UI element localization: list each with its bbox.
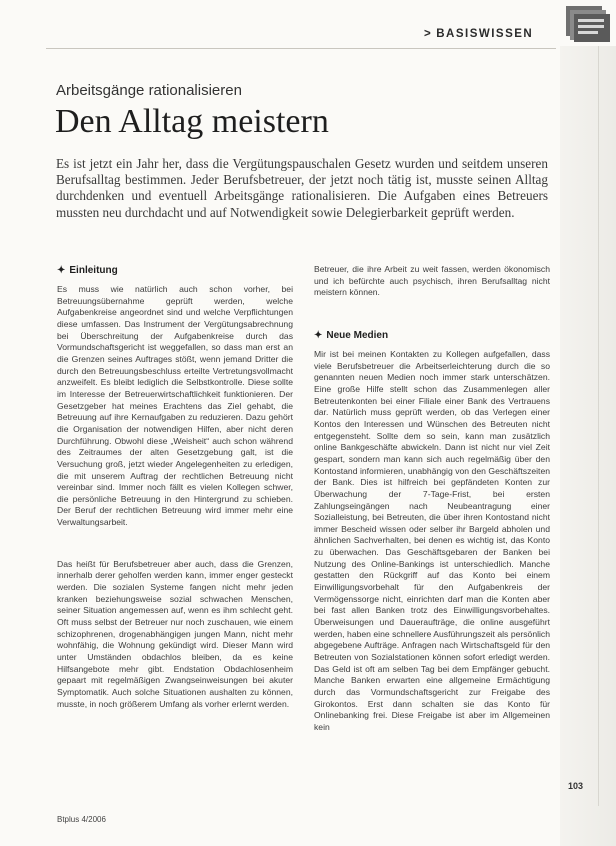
heading-neue-medien [314,329,550,343]
article-kicker: Arbeitsgänge rationalisieren [56,82,242,99]
document-stack-icon [560,2,614,46]
page-number: 103 [568,781,584,791]
header-rule [46,48,556,49]
page-edge-shadow [560,46,616,846]
section-marker-icon: ✦ [314,329,323,341]
paragraph-gap [57,529,293,559]
paragraph-gap [314,299,550,329]
paragraph: Betreuer, die ihre Arbeit zu weit fassen, werden ökonomisch und ich befürchte auch psychisch, ihren Berufsalltag nicht meistern können. [314,264,550,298]
right-column [314,264,550,734]
section-arrow: > [424,28,433,40]
section-marker-icon: ✦ [57,265,66,276]
page-edge-rule [598,46,599,806]
section-label: BASISWISSEN [436,28,534,40]
paragraph: Das heißt für Berufsbetreuer aber auch, dass die Grenzen, innerhalb derer geholfen werden kann, immer enger gesteckt werden. Die sozialen Systeme fangen nicht mehr jeden kranken beziehungsweise sozial schwachen Menschen, seiner Situation angemessen auf, wenn es ihm schlecht geht. Oft muss selbst der Betreuer nur noch zuschauen, wie einem schizophrenen, drogenabhängigen jungen Mann, nicht mehr wohnfähig, die Wohnung gekündigt wird. Dieser Mann wird unter Umständen obdachlos bleiben, da es keine Hilfsangebote mehr gibt. Endstation Obdachlosenheim gepaart mit regelmäßigen Zwangseinweisungen bei akuter Symptomatik. Auch solche Situationen aushalten zu können, musste, in noch größerem Umfang als vorher erlernt werden. [57,558,293,709]
paragraph: Es muss wie natürlich auch schon vorher, bei Betreuungsübernahme geprüft werden, welche Aufgabenkreise angeordnet sind und welche Verpflichtungen diese umfassen. Das Instrument der Vergütungsabrechnung bei Überschreitung der Aufgabenkreise durch das Vormundschaftsgericht ist weggefallen, so dass man erst an die Grenzen seines Auftrages stößt, wenn jemand Dritter die durch den Betreuungsbeschluss erteilte Vertretungsvollmacht anzweifelt. Es bleibt lediglich die Selbstkontrolle. Diese sollte im Interesse der Betreuerwirtschaftlichkeit funktionieren. Der Gesetzgeber hat meines Erachtens das Ziel gehabt, die Betreuung auf ihre Kernaufgaben zu reduzieren. Dazu gehört die Organisation der notwendigen Hilfen, aber nicht deren Durchführung. Obwohl diese „Weisheit“ auch schon während des Zeitraumes der alten Gesetzgebung galt, ist die Versuchung groß, jetzt wieder Angelegenheiten zu erledigen, die mit unserem Auftrag der rechtlichen Betreuung nicht vereinbar sind. Immer noch fällt es vielen Kollegen schwer, die persönliche Betreuung in den Hintergrund zu schieben. Der Beruf der rechtlichen Betreuung wird immer mehr eine Verwaltungsarbeit. [57,284,293,528]
heading-einleitung [57,264,293,278]
left-column [57,264,293,710]
section-tag [424,24,554,44]
article-lead: Es ist jetzt ein Jahr her, dass die Vergütungspauschalen Gesetz wurden und seitdem unseren Berufsalltag bestimmen. Jeder Berufsbetreuer, der jetzt noch tätig ist, musste seinen Alltag durchdenken und eventuell Arbeitsgänge rationalisieren. Die Aufgaben eines Betreuers mussten neu durchdacht und auf Notwendigkeit sowie Delegierbarkeit geprüft werden. [56,156,548,220]
journal-footer: Btplus 4/2006 [57,815,106,824]
heading-neue-medien-text: Neue Medien [326,329,389,341]
heading-einleitung-text: Einleitung [69,265,118,276]
paragraph: Mir ist bei meinen Kontakten zu Kollegen aufgefallen, dass viele Berufsbetreuer die Arbeitserleichterung durch die so genannten neuen Medien noch immer stark unterschätzen. Eine große Hilfe stellt schon das Zusammenlegen aller Betreutenkonten bei einer Filiale einer Bank des Vertrauens dar. Natürlich muss geprüft werden, ob das Verlegen einer Kontos den Interessen und Wünschen des Betreuten nicht entgegensteht. Sollte dem so sein, kann man zusätzlich online Bankgeschäfte abwickeln. Dann ist nicht nur viel Zeit gespart, sondern man kann sich auch regelmäßig über den Kontostand informieren, unabhängig von den Geschäftszeiten der Bank. Dies ist hilfreich bei gepfändeten Konten zur Überwachung der 7-Tage-Frist, bei ersten Zahlungseingängen nach Neubeantragung einer Sozialleistung, bei Betreuten, die über ihren Kontostand nicht immer Bescheid wissen oder selber ihr Bargeld abholen und ähnlichen Sachverhalten, bei denen es wichtig ist, das Konto zu überwachen. Das Geschäftsgebaren der Banken bei Nutzung des Online-Bankings ist unterschiedlich. Manche gestatten den Rückgriff auf das Konto bei einem Einwilligungsvorbehalt für den Aufgabenkreis der Vermögenssorge nicht, einrichten darf man die Konten aber bei fast allen Banken trotz des Einwilligungsvorbehaltes. Überweisungen und Daueraufträge, die online ausgeführt werden, haben eine schnellere Ausführungszeit als persönlich abgegebene Aufträge. Anfragen nach Wirtschaftsgeld für den Betreuten von Sozialstationen können sofort erledigt werden. Das Geld ist oft am selben Tag bei dem Empfänger gebucht. Manche Banken erwarten eine allgemeine Ermächtigung durch das Vormundschaftsgericht zur Freigabe des Girokontos. Erst dann schalten sie das Konto für Onlinebanking frei. Diese Freigabe ist aber im Allgemeinen kein [314,348,550,732]
article-title: Den Alltag meistern [55,103,329,140]
